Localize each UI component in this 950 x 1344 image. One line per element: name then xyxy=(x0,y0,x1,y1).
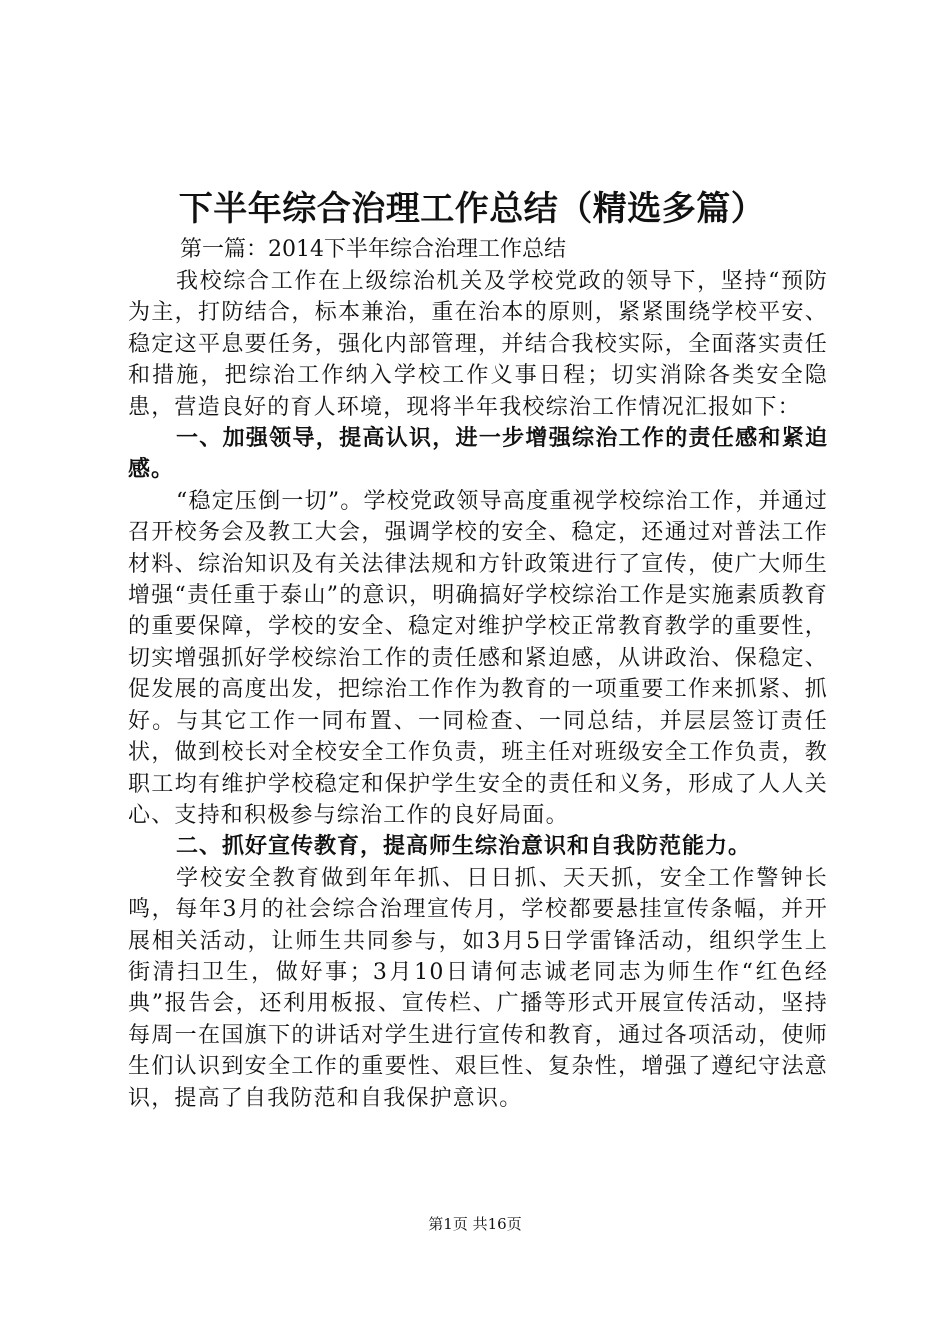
body-paragraph: 学校安全教育做到年年抓、日日抓、天天抓，安全工作警钟长鸣，每年3月的社会综合治理宣传月，学校都要悬挂宣传条幅，并开展相关活动，让师生共同参与，如3月5日学雷锋活动，组织学生上街清扫卫生，做好事；3月10日请何志诚老同志为师生作“红色经典”报告会，还利用板报、宣传栏、广播等形式开展宣传活动，坚持每周一在国旗下的讲话对学生进行宣传和教育，通过各项活动，使师生们认识到安全工作的重要性、艰巨性、复杂性，增强了遵纪守法意识，提高了自我防范和自我保护意识。 xyxy=(128,865,828,1111)
body-paragraph: 我校综合工作在上级综治机关及学校党政的领导下，坚持“预防为主，打防结合，标本兼治，重在治本的原则，紧紧围绕学校平安、稳定这平息要任务，强化内部管理，并结合我校实际，全面落实责任和措施，把综治工作纳入学校工作义事日程；切实消除各类安全隐患，营造良好的育人环境，现将半年我校综治工作情况汇报如下： xyxy=(128,269,828,420)
section-subtitle: 第一篇：2014下半年综合治理工作总结 xyxy=(180,237,566,262)
section-heading: 二、抓好宣传教育，提高师生综治意识和自我防范能力。 xyxy=(176,834,752,860)
document-title: 下半年综合治理工作总结（精选多篇） xyxy=(178,189,766,229)
page-footer: 第1页 共16页 xyxy=(428,1215,522,1233)
body-paragraph: “稳定压倒一切”。学校党政领导高度重视学校综治工作，并通过召开校务会及教工大会，强调学校的安全、稳定，还通过对普法工作材料、综治知识及有关法律法规和方针政策进行了宣传，使广大师生增强“责任重于泰山”的意识，明确搞好学校综治工作是实施素质教育的重要保障，学校的安全、稳定对维护学校正常教育教学的重要性，切实增强抓好学校综治工作的责任感和紧迫感，从讲政治、保稳定、促发展的高度出发，把综治工作作为教育的一项重要工作来抓紧、抓好。与其它工作一同布置、一同检查、一同总结，并层层签订责任状，做到校长对全校安全工作负责，班主任对班级安全工作负责，教职工均有维护学校稳定和保护学生安全的责任和义务，形成了人人关心、支持和积极参与综治工作的良好局面。 xyxy=(128,488,828,828)
document-content xyxy=(128,186,828,1114)
section-heading: 一、加强领导，提高认识，进一步增强综治工作的责任感和紧迫感。 xyxy=(128,426,828,483)
